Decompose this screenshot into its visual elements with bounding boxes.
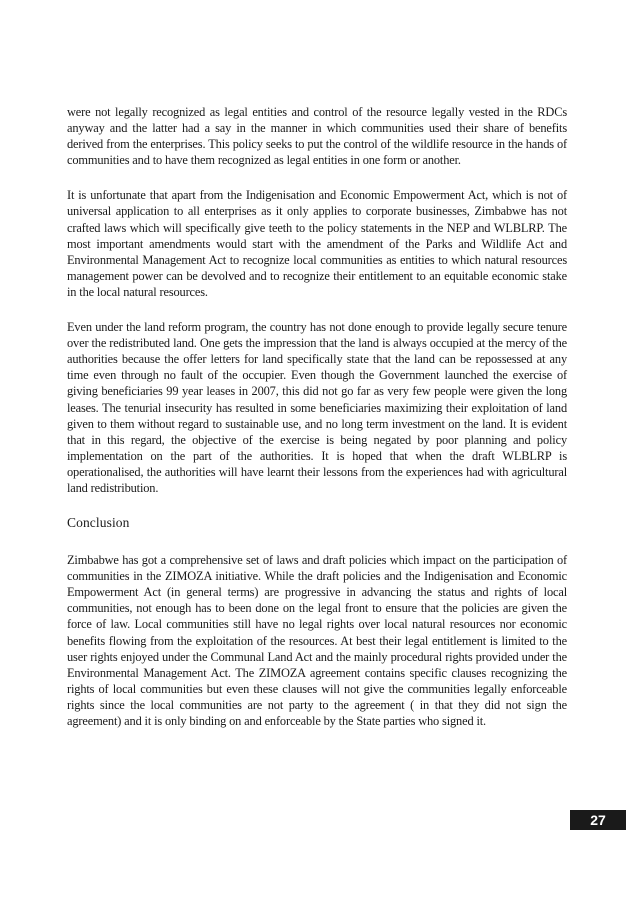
paragraph-legal-recognition: were not legally recognized as legal entities and control of the resource legally vested in the RDCs anyway and the latter had a say in the manner in which communities used their share of benefits derived from the enterprises. This policy seeks to put the control of the wildlife resource in the hands of communities and to have them recognized as legal entities in one form or another. bbox=[67, 105, 567, 168]
paragraph-land-reform: Even under the land reform program, the country has not done enough to provide legally secure tenure over the redistributed land. One gets the impression that the land is always occupied at the mercy of the authorities because the offer letters for land specifically state that the land can be repossessed at any time even through no fault of the occupier. Even though the Government launched the exercise of giving beneficiaries 99 year leases in 2007, this did not go far as very few people were given the long leases. The tenurial insecurity has resulted in some beneficiaries maximizing their exploitation of land given to them without regard to sustainable use, and no long term investment on the land. It is evident that in this regard, the objective of the exercise is being negated by poor planning and policy implementation on the part of the authorities. It is hoped that when the draft WLBLRP is operationalised, the authorities will have learnt their lessons from the experiences had with agricultural land redistribution. bbox=[67, 320, 567, 495]
paragraph-conclusion: Zimbabwe has got a comprehensive set of laws and draft policies which impact on the participation of communities in the ZIMOZA initiative. While the draft policies and the Indigenisation and Economic Empowerment Act (in general terms) are progressive in advancing the status and rights of local communities, not enough has to been done on the legal front to ensure that the policies are given the force of law. Local communities still have no legal rights over local natural resources nor economic benefits flowing from the exploitation of the resources. At best their legal entitlement is limited to the user rights enjoyed under the Communal Land Act and the mainly procedural rights provided under the Environmental Management Act. The ZIMOZA agreement contains specific clauses recognizing the rights of local communities but even these clauses will not give the communities legally enforceable rights since the local communities are not party to the agreement ( in that they did not sign the agreement) and it is only binding on and enforceable by the State parties who signed it. bbox=[67, 553, 567, 728]
document-body bbox=[67, 104, 567, 748]
paragraph-laws-not-crafted: It is unfortunate that apart from the Indigenisation and Economic Empowerment Act, which is not of universal application to all enterprises as it only applies to corporate businesses, Zimbabwe has not crafted laws which will specifically give teeth to the policy statements in the NEP and WLBLRP. The most important amendments would start with the amendment of the Parks and Wildlife Act and Environmental Management Act to recognize local communities as entities to which natural resources management power can be devolved and to recognize their entitlement to an equitable economic stake in the local natural resources. bbox=[67, 188, 567, 299]
page-number-badge: 27 bbox=[570, 810, 626, 830]
section-heading-conclusion: Conclusion bbox=[67, 515, 130, 531]
